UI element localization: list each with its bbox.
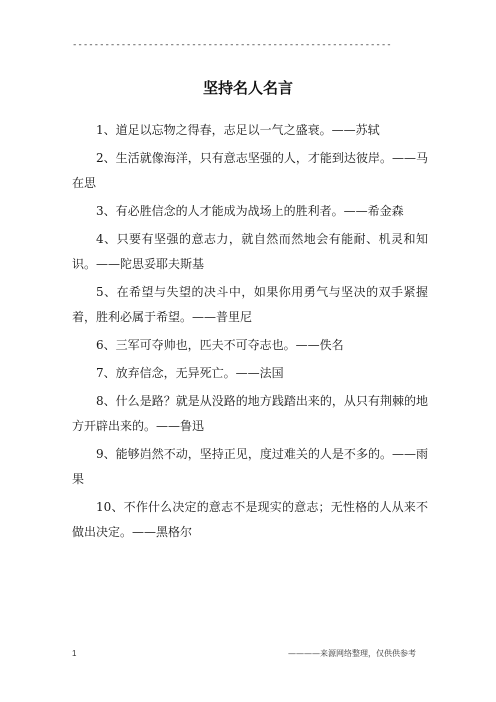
quote-item: 5、在希望与失望的决斗中，如果你用勇气与坚决的双手紧握着，胜利必属于希望。——普里尼 [72, 285, 428, 324]
footer-source-note: ————来源网络整理，仅供供参考 [288, 649, 416, 658]
page-footer [72, 646, 428, 662]
page-number: 1 [72, 649, 77, 658]
quote-item: 1、道足以忘物之得春，志足以一气之盛衰。——苏轼 [96, 123, 380, 137]
quote-item: 10、不作什么决定的意志不是现实的意志；无性格的人从来不做出决定。——黑格尔 [72, 500, 428, 539]
quote-item: 8、什么是路？就是从没路的地方践踏出来的，从只有荆棘的地方开辟出来的。——鲁迅 [72, 394, 428, 433]
quote-item: 2、生活就像海洋，只有意志坚强的人，才能到达彼岸。——马在思 [72, 151, 428, 190]
quote-item: 7、放弃信念，无异死亡。——法国 [96, 366, 284, 380]
quote-item: 3、有必胜信念的人才能成为战场上的胜利者。——希金森 [96, 204, 404, 218]
quote-item: 9、能够岿然不动，坚持正见，度过难关的人是不多的。——雨果 [72, 447, 428, 486]
quote-item: 6、三军可夺帅也，匹夫不可夺志也。——佚名 [96, 338, 344, 352]
header-dashed-rule: ----------------------------------------------------------- [72, 40, 392, 50]
quote-list [72, 118, 428, 548]
page-title: 坚持名人名言 [202, 79, 293, 97]
quote-item: 4、只要有坚强的意志力，就自然而然地会有能耐、机灵和知识。——陀思妥耶夫斯基 [72, 232, 428, 271]
